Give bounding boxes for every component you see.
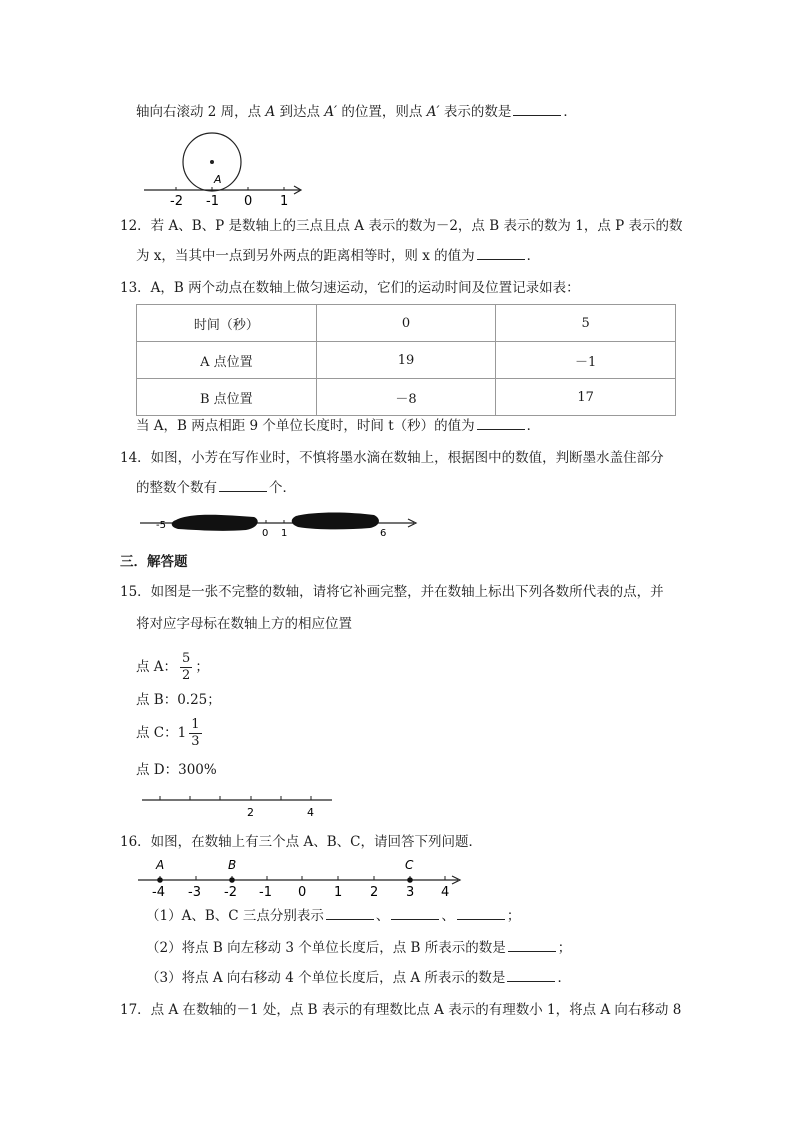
tick-label: 3 <box>406 885 415 900</box>
tick-label: 1 <box>281 528 288 539</box>
tick-label: 1 <box>280 194 289 209</box>
tick-label: -2 <box>170 194 183 209</box>
tick-label: 4 <box>441 885 450 900</box>
answer-blank[interactable] <box>391 907 439 920</box>
q11-circle-figure <box>140 132 310 212</box>
table-cell: 17 <box>496 379 676 416</box>
answer-blank[interactable] <box>507 969 555 982</box>
point-label: B <box>228 858 237 872</box>
table-cell: －1 <box>496 342 676 379</box>
tick-label: 2 <box>247 806 254 819</box>
answer-blank[interactable] <box>326 907 374 920</box>
answer-blank[interactable] <box>513 103 561 116</box>
table-row <box>137 379 676 416</box>
q15-point-A: 点 A： $\frac{5}{2}$ ； <box>136 651 209 683</box>
table-cell: 5 <box>496 305 676 342</box>
tick-label: 0 <box>244 194 253 209</box>
q13-line2: 当 A，B 两点相距 9 个单位长度时，时间 t（秒）的值为 ． <box>136 418 541 434</box>
fraction: $\frac{1}{3}$ <box>191 717 200 749</box>
point-label: A <box>156 858 165 872</box>
q15-line2: 将对应字母标在数轴上方的相应位置 <box>136 616 352 632</box>
answer-blank[interactable] <box>508 939 556 952</box>
tick-label: 0 <box>262 528 269 539</box>
motion-record-table <box>136 304 676 416</box>
tick-label: 2 <box>370 885 379 900</box>
q15-incomplete-axis <box>140 790 340 822</box>
q15-point-D: 点 D：300% <box>136 762 217 778</box>
tick-label: -3 <box>188 885 201 900</box>
ink-blot-left <box>172 515 258 531</box>
q16-line1: 16．如图，在数轴上有三个点 A、B、C，请回答下列问题． <box>120 834 482 850</box>
fraction: $\frac{5}{2}$ <box>182 651 191 683</box>
tick-label: 1 <box>334 885 343 900</box>
q15-line1: 15．如图是一张不完整的数轴，请将它补画完整，并在数轴上标出下列各数所代表的点，并 <box>120 584 664 600</box>
answer-blank[interactable] <box>457 907 505 920</box>
q15-point-B: 点 B：0.25； <box>136 692 221 708</box>
point-A-label: A <box>214 173 222 186</box>
q11-tail-line: 轴向右滚动 2 周，点 A 到达点 A′ 的位置，则点 A′ 表示的数是 ． <box>136 104 577 120</box>
circle-center <box>210 160 214 164</box>
q14-line1: 14．如图，小芳在写作业时，不慎将墨水滴在数轴上，根据图中的数值，判断墨水盖住部分 <box>120 450 664 466</box>
tick-label: -1 <box>206 194 219 209</box>
table-cell: 时间（秒） <box>137 305 317 342</box>
tick-label: 6 <box>380 528 387 539</box>
ink-blot-right <box>292 513 379 530</box>
q16-part3: （3）将点 A 向右移动 4 个单位长度后，点 A 所表示的数是 ． <box>146 970 571 986</box>
q13-line1: 13．A，B 两个动点在数轴上做匀速运动，它们的运动时间及位置记录如表： <box>120 280 580 296</box>
point-A-dot <box>157 877 163 883</box>
q14-line2: 的整数个数有 个． <box>136 480 296 496</box>
tick-label: -4 <box>152 885 165 900</box>
section-heading: 三．解答题 <box>120 554 188 570</box>
point-C-dot <box>407 877 413 883</box>
table-row <box>137 342 676 379</box>
point-label: C <box>405 858 414 872</box>
table-cell: －8 <box>316 379 496 416</box>
tick-label: 4 <box>307 806 314 819</box>
point-B-dot <box>229 877 235 883</box>
tick-label: 0 <box>298 885 307 900</box>
q15-point-C: 点 C：1 $\frac{1}{3}$ <box>136 717 200 749</box>
table-row <box>137 305 676 342</box>
answer-blank[interactable] <box>477 247 525 260</box>
q17-line1: 17．点 A 在数轴的－1 处，点 B 表示的有理数比点 A 表示的有理数小 1，将点 A 向右移动 8 <box>120 1002 682 1018</box>
q16-part2: （2）将点 B 向左移动 3 个单位长度后，点 B 所表示的数是 ； <box>146 940 572 956</box>
table-cell: 19 <box>316 342 496 379</box>
q16-part1: （1）A、B、C 三点分别表示 、 、 ； <box>146 908 521 924</box>
tick-label: -5 <box>156 520 166 531</box>
q12-line1: 12．若 A、B、P 是数轴上的三点且点 A 表示的数为－2，点 B 表示的数为 1，点 P 表示的数 <box>120 218 683 234</box>
q14-ink-figure <box>136 508 426 542</box>
table-cell: A 点位置 <box>137 342 317 379</box>
table-cell: 0 <box>316 305 496 342</box>
tick-label: -2 <box>224 885 237 900</box>
answer-blank[interactable] <box>477 417 525 430</box>
answer-blank[interactable] <box>219 479 267 492</box>
table-cell: B 点位置 <box>137 379 317 416</box>
q16-number-line <box>136 856 466 902</box>
tick-label: -1 <box>259 885 272 900</box>
q12-line2: 为 x，当其中一点到另外两点的距离相等时，则 x 的值为 ． <box>136 248 541 264</box>
